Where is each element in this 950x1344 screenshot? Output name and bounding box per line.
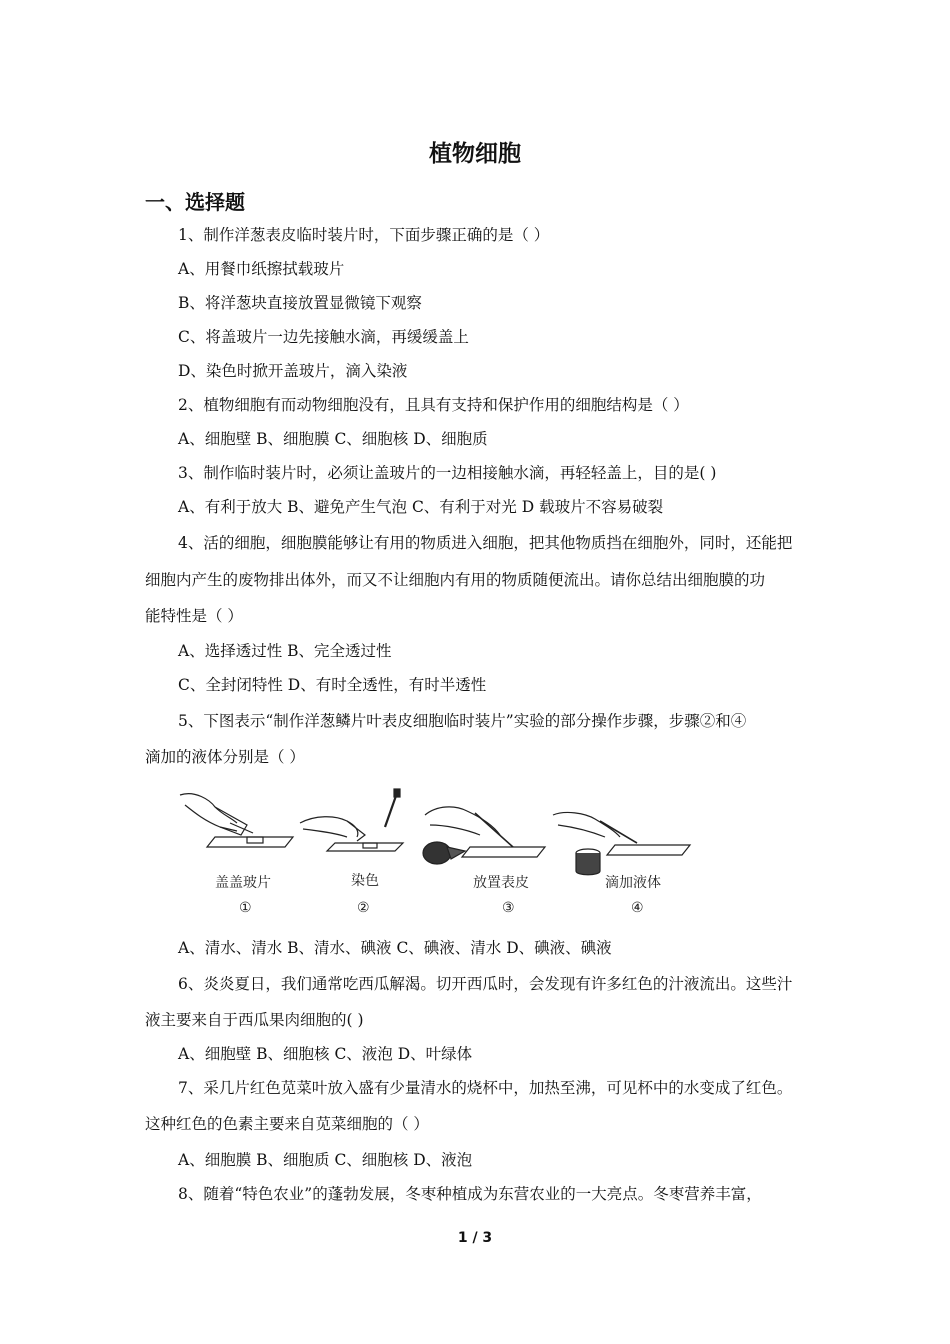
step-4-illustration [553,812,690,874]
question-1: 1、制作洋葱表皮临时装片时，下面步骤正确的是（ ） [178,226,550,244]
page-number: 1 / 3 [457,1230,493,1246]
option-line: A、细胞壁 B、细胞膜 C、细胞核 D、细胞质 [178,430,488,448]
caption-3: 放置表皮 [473,875,529,891]
option-line: A、有利于放大 B、避免产生气泡 C、有利于对光 D 载玻片不容易破裂 [178,498,664,516]
option-line: A、清水、清水 B、清水、碘液 C、碘液、清水 D、碘液、碘液 [178,939,612,957]
option-line: A、细胞膜 B、细胞质 C、细胞核 D、液泡 [178,1151,473,1169]
question-6-cont: 液主要来自于西瓜果肉细胞的( ) [145,1011,364,1029]
step-1-illustration [180,794,293,847]
question-6: 6、炎炎夏日，我们通常吃西瓜解渴。切开西瓜时，会发现有许多红色的汁液流出。这些汁 [178,975,793,993]
question-4-cont: 能特性是（ ） [145,607,243,625]
question-5-cont: 滴加的液体分别是（ ） [145,748,305,766]
question-8: 8、随着“特色农业”的蓬勃发展，冬枣种植成为东营农业的一大亮点。冬枣营养丰富， [178,1185,762,1203]
question-7-cont: 这种红色的色素主要来自苋菜细胞的（ ） [145,1115,429,1133]
step-number-4: ④ [631,900,644,916]
step-number-3: ③ [502,900,515,916]
question-7: 7、采几片红色苋菜叶放入盛有少量清水的烧杯中，加热至沸，可见杯中的水变成了红色。 [178,1079,793,1097]
caption-1: 盖盖玻片 [215,875,271,891]
caption-4: 滴加液体 [605,875,661,891]
page-title: 植物细胞 [429,141,521,167]
question-5: 5、下图表示“制作洋葱鳞片叶表皮细胞临时装片”实验的部分操作步骤，步骤②和④ [178,712,747,730]
step-3-illustration [423,807,545,864]
option-line: C、将盖玻片一边先接触水滴，再缓缓盖上 [178,328,469,346]
question-2: 2、植物细胞有而动物细胞没有，且具有支持和保护作用的细胞结构是（ ） [178,396,689,414]
step-number-2: ② [357,900,370,916]
option-line: A、细胞壁 B、细胞核 C、液泡 D、叶绿体 [178,1045,473,1063]
step-number-1: ① [239,900,252,916]
option-line: A、用餐巾纸擦拭载玻片 [178,260,345,278]
question-4-cont: 细胞内产生的废物排出体外，而又不让细胞内有用的物质随便流出。请你总结出细胞膜的功 [145,571,766,589]
section-heading: 一、选择题 [145,190,245,214]
question-4: 4、活的细胞，细胞膜能够让有用的物质进入细胞，把其他物质挡在细胞外，同时，还能把 [178,534,793,552]
step-2-illustration [300,789,403,851]
experiment-steps-figure [175,785,695,920]
question-3: 3、制作临时装片时，必须让盖玻片的一边相接触水滴，再轻轻盖上，目的是( ) [178,464,717,482]
option-line: A、选择透过性 B、完全透过性 [178,642,392,660]
caption-2: 染色 [351,873,379,889]
option-line: C、全封闭特性 D、有时全透性，有时半透性 [178,676,487,694]
option-line: D、染色时掀开盖玻片，滴入染液 [178,362,408,380]
option-line: B、将洋葱块直接放置显微镜下观察 [178,294,422,312]
